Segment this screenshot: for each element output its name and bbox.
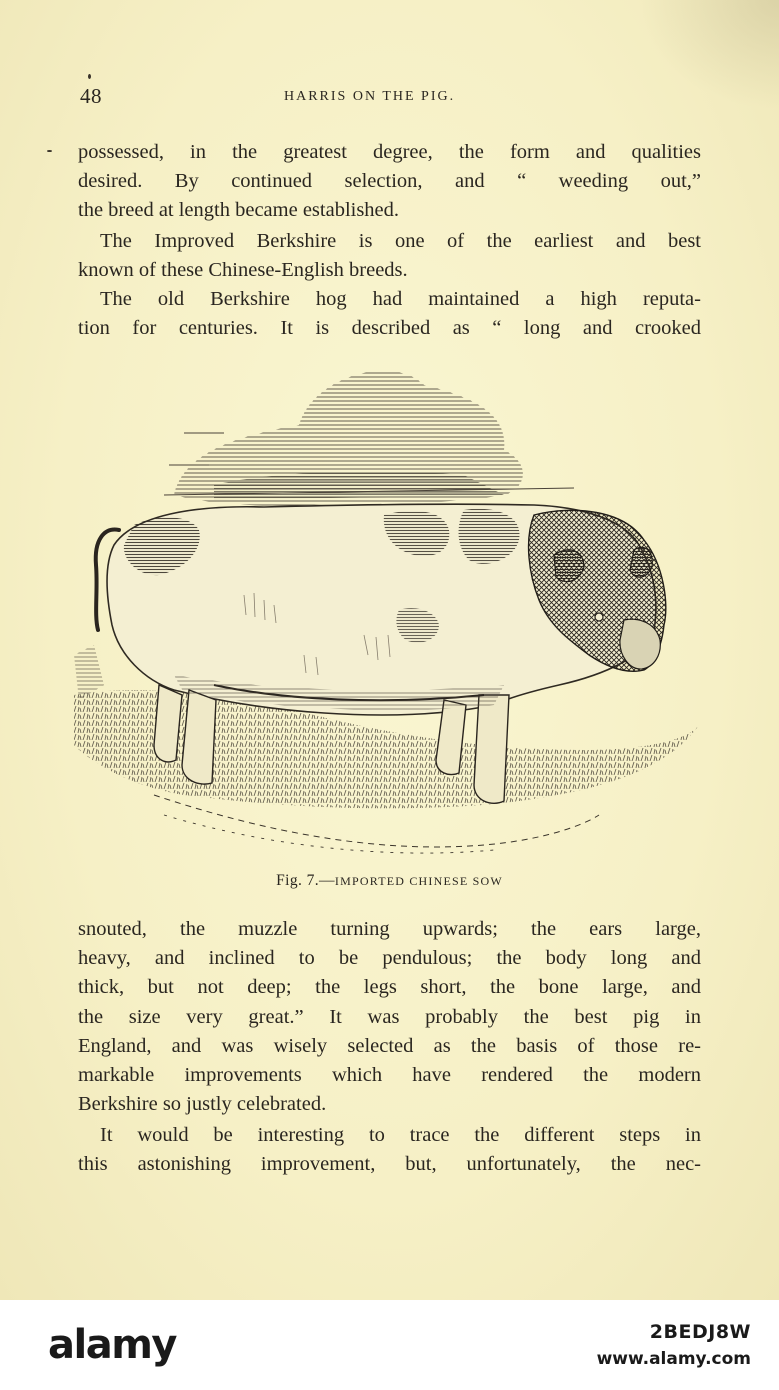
text-line: possessed, in the greatest degree, the form and qualities	[78, 141, 701, 163]
figure-title: IMPORTED CHINESE SOW	[334, 874, 503, 888]
paragraph-5	[78, 1121, 701, 1179]
sow-engraving-illustration	[64, 355, 706, 870]
figure-engraving	[64, 355, 706, 870]
paragraph-3	[78, 285, 701, 343]
ink-speck	[47, 150, 52, 152]
image-id: 2BEDJ8W	[649, 1321, 751, 1343]
sow-leg	[474, 695, 509, 803]
text-line: Berkshire so justly celebrated.	[78, 1093, 327, 1116]
text-line: tion for centuries. It is described as “ long and crooked	[78, 317, 701, 340]
ink-speck	[88, 74, 91, 79]
stock-watermark-bar	[0, 1300, 779, 1390]
figure-caption	[0, 872, 779, 890]
paragraph-4	[78, 915, 701, 1119]
paragraph-1	[78, 138, 701, 226]
page-number: 48	[80, 84, 102, 108]
text-line: known of these Chinese-English breeds.	[78, 259, 408, 282]
text-line: the size very great.” It was probably the best pig in	[78, 1005, 701, 1028]
text-line: The Improved Berkshire is one of the earliest and best	[100, 230, 701, 252]
running-head: HARRIS ON THE PIG.	[284, 89, 456, 104]
figure-label: Fig. 7.—	[276, 872, 335, 889]
text-line: desired. By continued selection, and “ weeding out,”	[78, 170, 701, 193]
sow-eye	[595, 613, 603, 621]
text-line: heavy, and inclined to be pendulous; the body long and	[78, 947, 701, 970]
page-corner-shadow	[639, 0, 779, 110]
text-line: thick, but not deep; the legs short, the bone large, and	[78, 976, 701, 999]
alamy-logo: alamy	[48, 1322, 176, 1368]
sow-leg	[182, 690, 216, 784]
watermark-info	[597, 1321, 751, 1369]
text-line: this astonishing improvement, but, unfortunately, the nec-	[78, 1153, 701, 1176]
text-line: The old Berkshire hog had maintained a high reputa-	[100, 288, 701, 310]
text-line: England, and was wisely selected as the basis of those re-	[78, 1034, 701, 1057]
text-line: It would be interesting to trace the different steps in	[100, 1124, 701, 1146]
paragraph-2	[78, 227, 701, 285]
text-line: snouted, the muzzle turning upwards; the ears large,	[78, 918, 701, 940]
text-line: markable improvements which have rendered the modern	[78, 1064, 701, 1087]
sow-ear	[630, 547, 652, 577]
watermark-url: www.alamy.com	[596, 1349, 751, 1369]
text-line: the breed at length became established.	[78, 199, 400, 222]
